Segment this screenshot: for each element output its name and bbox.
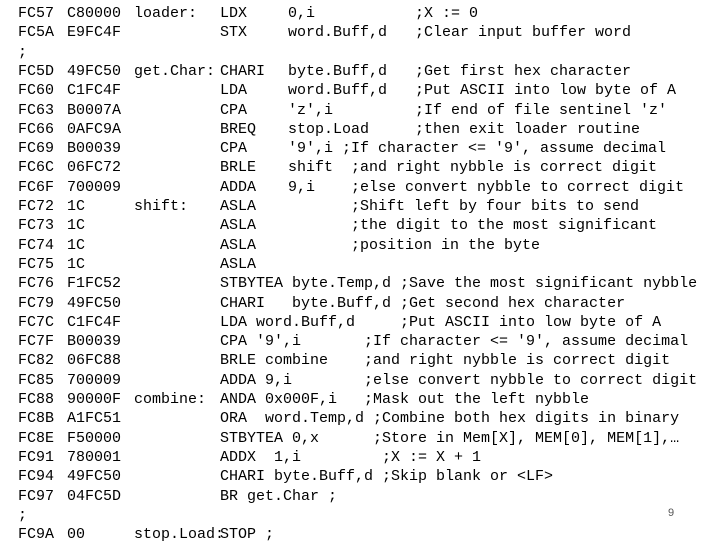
- line-comment: ;Get first hex character: [415, 62, 632, 80]
- line-comment: ;then exit loader routine: [415, 120, 641, 138]
- line-operand: ;the digit to the most significant: [288, 217, 658, 235]
- line-addr: FC76: [18, 275, 55, 293]
- code-line: [0, 62, 720, 81]
- line-instr: LDX: [220, 5, 248, 22]
- line-code: 04FC5D: [67, 487, 122, 505]
- line-operand: word.Buff,d: [288, 24, 388, 42]
- line-instr: ASLA: [220, 217, 257, 235]
- code-line: [0, 390, 720, 409]
- line-instr: BRLE: [220, 159, 257, 177]
- line-addr: FC85: [18, 371, 55, 389]
- line-code: 780001: [67, 448, 122, 466]
- line-code: F50000: [67, 429, 122, 447]
- line-instr: LDA word.Buff,d ;Put ASCII into low byte of A: [220, 313, 662, 331]
- line-instr: STOP ;: [220, 526, 275, 544]
- line-operand: shift ;and right nybble is correct digit: [288, 159, 658, 177]
- line-code: A1FC51: [67, 410, 122, 428]
- line-instr: STX: [220, 24, 248, 42]
- line-instr: ORA word.Temp,d ;Combine both hex digits in binary: [220, 410, 680, 428]
- line-instr: BRLE combine ;and right nybble is correct digit: [220, 352, 671, 370]
- line-code: B0007A: [67, 101, 122, 119]
- code-line: [0, 255, 720, 274]
- slide-number: 9: [668, 507, 675, 519]
- code-line: [0, 274, 720, 293]
- line-addr: FC73: [18, 217, 55, 235]
- line-code: C1FC4F: [67, 82, 122, 100]
- line-instr: ADDA 9,i ;else convert nybble to correct digit: [220, 371, 698, 389]
- line-addr: FC82: [18, 352, 55, 370]
- line-code: 00: [67, 526, 86, 544]
- code-line: [0, 487, 720, 506]
- code-line: [0, 236, 720, 255]
- line-addr: FC63: [18, 101, 55, 119]
- line-addr: FC66: [18, 120, 55, 138]
- line-comment: ;X := 0: [415, 5, 479, 22]
- line-addr: FC57: [18, 5, 55, 22]
- line-addr: ;: [18, 506, 28, 524]
- line-code: E9FC4F: [67, 24, 122, 42]
- line-instr: STBYTEA byte.Temp,d ;Save the most significant nybble: [220, 275, 698, 293]
- line-operand: 9,i ;else convert nybble to correct digit: [288, 178, 685, 196]
- line-code: B00039: [67, 140, 122, 158]
- line-comment: ;Put ASCII into low byte of A: [415, 82, 677, 100]
- line-code: C80000: [67, 5, 122, 22]
- code-line: [0, 101, 720, 120]
- line-operand: '9',i ;If character <= '9', assume decimal: [288, 140, 667, 158]
- line-addr: FC94: [18, 468, 55, 486]
- line-instr: ADDX 1,i ;X := X + 1: [220, 448, 482, 466]
- line-operand: 'z',i: [288, 101, 334, 119]
- line-code: 1C: [67, 198, 86, 215]
- code-line: [0, 120, 720, 139]
- code-line: [0, 294, 720, 313]
- code-line: [0, 139, 720, 158]
- line-instr: STBYTEA 0,x ;Store in Mem[X], MEM[0], MEM[1],…: [220, 429, 680, 447]
- line-code: 49FC50: [67, 294, 122, 312]
- line-addr: FC5A: [18, 24, 55, 42]
- line-code: C1FC4F: [67, 313, 122, 331]
- line-addr: FC91: [18, 448, 55, 466]
- code-line: [0, 467, 720, 486]
- line-addr: FC7C: [18, 313, 55, 331]
- code-line: [0, 23, 720, 42]
- code-line: [0, 332, 720, 351]
- code-line: [0, 409, 720, 428]
- line-addr: FC6F: [18, 178, 55, 196]
- line-code: 700009: [67, 178, 122, 196]
- code-line: [0, 43, 720, 62]
- code-line: [0, 429, 720, 448]
- line-code: 0AFC9A: [67, 120, 122, 138]
- line-code: 49FC50: [67, 62, 122, 80]
- line-addr: FC97: [18, 487, 55, 505]
- line-instr: CHARI: [220, 62, 266, 80]
- line-code: 1C: [67, 217, 86, 235]
- line-addr: FC7F: [18, 333, 55, 351]
- line-addr: ;: [18, 43, 28, 61]
- line-instr: ASLA: [220, 236, 257, 254]
- line-addr: FC75: [18, 255, 55, 273]
- code-line: [0, 371, 720, 390]
- line-addr: FC79: [18, 294, 55, 312]
- line-operand: 0,i: [288, 5, 316, 22]
- line-label: loader:: [134, 5, 198, 22]
- line-operand: ;position in the byte: [288, 236, 541, 254]
- line-addr: FC8E: [18, 429, 55, 447]
- code-line: [0, 448, 720, 467]
- line-code: 06FC72: [67, 159, 122, 177]
- line-addr: FC8B: [18, 410, 55, 428]
- line-instr: BREQ: [220, 120, 257, 138]
- code-line: [0, 506, 720, 525]
- code-line: [0, 525, 720, 544]
- line-code: F1FC52: [67, 275, 122, 293]
- line-comment: ;Clear input buffer word: [415, 24, 632, 42]
- line-instr: CPA: [220, 101, 248, 119]
- line-instr: CPA: [220, 140, 248, 158]
- line-addr: FC60: [18, 82, 55, 100]
- line-instr: ADDA: [220, 178, 257, 196]
- code-line: [0, 178, 720, 197]
- line-instr: ASLA: [220, 198, 257, 215]
- line-addr: FC74: [18, 236, 55, 254]
- code-line: [0, 351, 720, 370]
- line-operand: stop.Load: [288, 120, 370, 138]
- line-instr: CPA '9',i ;If character <= '9', assume decimal: [220, 333, 689, 351]
- line-addr: FC69: [18, 140, 55, 158]
- line-comment: ;If end of file sentinel 'z': [415, 101, 668, 119]
- line-addr: FC6C: [18, 159, 55, 177]
- line-code: 1C: [67, 236, 86, 254]
- line-addr: FC9A: [18, 526, 55, 544]
- line-operand: byte.Buff,d: [288, 62, 388, 80]
- code-line: [0, 197, 720, 216]
- line-instr: ANDA 0x000F,i ;Mask out the left nybble: [220, 391, 590, 408]
- line-operand: word.Buff,d: [288, 82, 388, 100]
- line-label: shift:: [134, 198, 189, 215]
- line-instr: CHARI byte.Buff,d ;Skip blank or <LF>: [220, 468, 554, 486]
- line-instr: CHARI byte.Buff,d ;Get second hex character: [220, 294, 626, 312]
- line-instr: ASLA: [220, 255, 257, 273]
- line-operand: ;Shift left by four bits to send: [288, 198, 640, 215]
- line-label: get.Char:: [134, 62, 216, 80]
- line-code: 700009: [67, 371, 122, 389]
- line-code: 1C: [67, 255, 86, 273]
- line-code: 90000F: [67, 391, 122, 408]
- line-addr: FC5D: [18, 62, 55, 80]
- line-label: stop.Load:: [134, 526, 225, 544]
- line-code: 06FC88: [67, 352, 122, 370]
- code-line: [0, 4, 720, 23]
- code-line: [0, 158, 720, 177]
- line-addr: FC88: [18, 391, 55, 408]
- line-code: 49FC50: [67, 468, 122, 486]
- code-line: [0, 216, 720, 235]
- code-line: [0, 81, 720, 100]
- line-instr: BR get.Char ;: [220, 487, 338, 505]
- line-code: B00039: [67, 333, 122, 351]
- code-line: [0, 313, 720, 332]
- line-instr: LDA: [220, 82, 248, 100]
- line-label: combine:: [134, 391, 207, 408]
- line-addr: FC72: [18, 198, 55, 215]
